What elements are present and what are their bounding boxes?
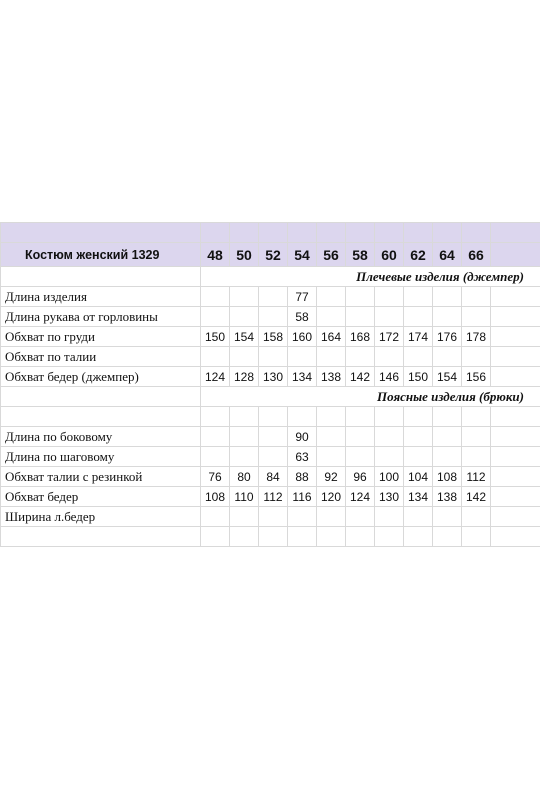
measurement-value[interactable]: [230, 527, 259, 547]
measurement-value[interactable]: [462, 307, 491, 327]
measurement-value[interactable]: [317, 507, 346, 527]
table-row: [1, 307, 540, 327]
size-header-cell[interactable]: 60: [375, 243, 404, 267]
measurement-value[interactable]: [404, 307, 433, 327]
measurement-value[interactable]: [346, 507, 375, 527]
measurement-value[interactable]: 112: [259, 487, 288, 507]
measurement-value[interactable]: [404, 407, 433, 427]
measurement-value[interactable]: [317, 347, 346, 367]
measurement-value[interactable]: 142: [462, 487, 491, 507]
table-row: [1, 287, 540, 307]
size-header-cell[interactable]: 54: [288, 243, 317, 267]
empty-cell[interactable]: [491, 327, 540, 347]
measurement-value[interactable]: [259, 427, 288, 447]
measurement-value[interactable]: [462, 287, 491, 307]
measurement-value[interactable]: [433, 307, 462, 327]
measurement-label[interactable]: Обхват бедер (джемпер): [1, 367, 201, 387]
measurement-label[interactable]: Обхват талии с резинкой: [1, 467, 201, 487]
header-spacer-cell[interactable]: [230, 223, 259, 243]
table-row: [1, 507, 540, 527]
measurement-value[interactable]: [375, 447, 404, 467]
measurement-value[interactable]: 172: [375, 327, 404, 347]
measurement-value[interactable]: 84: [259, 467, 288, 487]
measurement-value[interactable]: [375, 287, 404, 307]
section-heading[interactable]: Поясные изделия (брюки): [201, 387, 540, 407]
measurement-value[interactable]: [346, 527, 375, 547]
table-row: [1, 447, 540, 467]
measurement-value[interactable]: [375, 347, 404, 367]
measurement-value[interactable]: 160: [288, 327, 317, 347]
measurement-value[interactable]: 168: [346, 327, 375, 347]
measurement-value[interactable]: [201, 527, 230, 547]
measurement-value[interactable]: [230, 427, 259, 447]
measurement-value[interactable]: 158: [259, 327, 288, 347]
measurement-value[interactable]: [433, 527, 462, 547]
measurement-value[interactable]: 77: [288, 287, 317, 307]
measurement-value[interactable]: [230, 287, 259, 307]
section-empty-cell[interactable]: [1, 267, 201, 287]
empty-cell[interactable]: [491, 287, 540, 307]
measurement-value[interactable]: [346, 427, 375, 447]
measurement-value[interactable]: [317, 307, 346, 327]
measurement-label[interactable]: Обхват по груди: [1, 327, 201, 347]
section-heading-row: [1, 387, 540, 407]
measurement-value[interactable]: [288, 347, 317, 367]
size-chart-table: [0, 222, 540, 547]
measurement-value[interactable]: [230, 447, 259, 467]
header-spacer-cell[interactable]: [201, 223, 230, 243]
measurement-value[interactable]: [288, 527, 317, 547]
measurement-value[interactable]: 156: [462, 367, 491, 387]
measurement-value[interactable]: [317, 527, 346, 547]
header-spacer-cell[interactable]: [462, 223, 491, 243]
measurement-value[interactable]: 146: [375, 367, 404, 387]
size-header-cell[interactable]: 66: [462, 243, 491, 267]
measurement-label[interactable]: Длина по боковому: [1, 427, 201, 447]
empty-cell[interactable]: [491, 447, 540, 467]
measurement-value[interactable]: [462, 447, 491, 467]
measurement-value[interactable]: 63: [288, 447, 317, 467]
header-spacer-cell[interactable]: [433, 223, 462, 243]
table-row: [1, 427, 540, 447]
measurement-value[interactable]: 88: [288, 467, 317, 487]
size-header-cell[interactable]: 62: [404, 243, 433, 267]
empty-cell[interactable]: [491, 407, 540, 427]
measurement-label[interactable]: Обхват по талии: [1, 347, 201, 367]
measurement-value[interactable]: [201, 447, 230, 467]
size-chart-sheet: [0, 222, 540, 565]
measurement-value[interactable]: [201, 287, 230, 307]
table-row: [1, 467, 540, 487]
measurement-value[interactable]: [462, 407, 491, 427]
empty-cell[interactable]: [491, 467, 540, 487]
section-heading-row: [1, 267, 540, 287]
measurement-label[interactable]: [1, 527, 201, 547]
measurement-label[interactable]: Ширина л.бедер: [1, 507, 201, 527]
measurement-value[interactable]: 76: [201, 467, 230, 487]
measurement-value[interactable]: [201, 507, 230, 527]
measurement-value[interactable]: 134: [288, 367, 317, 387]
measurement-value[interactable]: [375, 527, 404, 547]
empty-cell[interactable]: [491, 427, 540, 447]
size-header-cell[interactable]: 56: [317, 243, 346, 267]
empty-cell[interactable]: [491, 527, 540, 547]
measurement-value[interactable]: 154: [230, 327, 259, 347]
measurement-value[interactable]: 138: [433, 487, 462, 507]
measurement-value[interactable]: [288, 407, 317, 427]
measurement-value[interactable]: [433, 287, 462, 307]
measurement-value[interactable]: [346, 347, 375, 367]
table-row: [1, 347, 540, 367]
measurement-value[interactable]: 108: [433, 467, 462, 487]
measurement-value[interactable]: 96: [346, 467, 375, 487]
measurement-value[interactable]: [259, 307, 288, 327]
table-row: [1, 367, 540, 387]
measurement-value[interactable]: [433, 407, 462, 427]
measurement-value[interactable]: 116: [288, 487, 317, 507]
measurement-value[interactable]: [375, 507, 404, 527]
measurement-value[interactable]: [346, 407, 375, 427]
measurement-value[interactable]: [259, 287, 288, 307]
measurement-value[interactable]: [462, 347, 491, 367]
measurement-value[interactable]: 124: [201, 367, 230, 387]
measurement-value[interactable]: 174: [404, 327, 433, 347]
measurement-value[interactable]: 130: [375, 487, 404, 507]
measurement-label[interactable]: Длина изделия: [1, 287, 201, 307]
measurement-value[interactable]: 164: [317, 327, 346, 347]
measurement-value[interactable]: 142: [346, 367, 375, 387]
measurement-value[interactable]: [201, 407, 230, 427]
empty-cell[interactable]: [491, 367, 540, 387]
measurement-value[interactable]: 92: [317, 467, 346, 487]
measurement-label[interactable]: Длина рукава от горловины: [1, 307, 201, 327]
header-spacer-cell[interactable]: [317, 223, 346, 243]
empty-cell[interactable]: [491, 347, 540, 367]
measurement-value[interactable]: [230, 407, 259, 427]
measurement-value[interactable]: [317, 407, 346, 427]
measurement-value[interactable]: [346, 447, 375, 467]
measurement-value[interactable]: 104: [404, 467, 433, 487]
size-header-cell[interactable]: 52: [259, 243, 288, 267]
measurement-value[interactable]: 110: [230, 487, 259, 507]
measurement-value[interactable]: [201, 427, 230, 447]
measurement-value[interactable]: [288, 507, 317, 527]
measurement-value[interactable]: 120: [317, 487, 346, 507]
header-spacer-cell[interactable]: [375, 223, 404, 243]
measurement-value[interactable]: 130: [259, 367, 288, 387]
measurement-value[interactable]: [404, 507, 433, 527]
measurement-value[interactable]: [375, 427, 404, 447]
measurement-value[interactable]: 124: [346, 487, 375, 507]
measurement-value[interactable]: 150: [404, 367, 433, 387]
measurement-label[interactable]: Обхват бедер: [1, 487, 201, 507]
measurement-label[interactable]: Длина по шаговому: [1, 447, 201, 467]
size-header-cell[interactable]: 50: [230, 243, 259, 267]
measurement-value[interactable]: [317, 427, 346, 447]
measurement-value[interactable]: 176: [433, 327, 462, 347]
header-row: [1, 243, 540, 267]
measurement-value[interactable]: 100: [375, 467, 404, 487]
measurement-value[interactable]: [230, 347, 259, 367]
size-header-cell[interactable]: 58: [346, 243, 375, 267]
measurement-value[interactable]: [259, 347, 288, 367]
measurement-value[interactable]: 58: [288, 307, 317, 327]
size-header-cell[interactable]: 48: [201, 243, 230, 267]
measurement-value[interactable]: 108: [201, 487, 230, 507]
table-row: [1, 487, 540, 507]
measurement-value[interactable]: [404, 427, 433, 447]
header-spacer-cell[interactable]: [491, 223, 540, 243]
measurement-value[interactable]: [346, 307, 375, 327]
table-row: [1, 527, 540, 547]
table-row: [1, 407, 540, 427]
measurement-value[interactable]: [259, 507, 288, 527]
measurement-value[interactable]: [404, 447, 433, 467]
measurement-value[interactable]: [404, 347, 433, 367]
measurement-value[interactable]: 154: [433, 367, 462, 387]
section-empty-cell[interactable]: [1, 387, 201, 407]
measurement-value[interactable]: 178: [462, 327, 491, 347]
section-heading[interactable]: Плечевые изделия (джемпер): [201, 267, 540, 287]
measurement-value[interactable]: [259, 407, 288, 427]
measurement-value[interactable]: [201, 307, 230, 327]
table-row: [1, 327, 540, 347]
measurement-label[interactable]: [1, 407, 201, 427]
measurement-value[interactable]: [346, 287, 375, 307]
measurement-value[interactable]: 134: [404, 487, 433, 507]
measurement-value[interactable]: [462, 427, 491, 447]
measurement-value[interactable]: [259, 527, 288, 547]
header-spacer-row: [1, 223, 540, 243]
measurement-value[interactable]: 80: [230, 467, 259, 487]
empty-cell[interactable]: [491, 487, 540, 507]
header-spacer-cell[interactable]: [404, 223, 433, 243]
measurement-value[interactable]: 128: [230, 367, 259, 387]
measurement-value[interactable]: [317, 447, 346, 467]
header-spacer-cell[interactable]: [1, 223, 201, 243]
header-spacer-cell[interactable]: [346, 223, 375, 243]
size-header-cell[interactable]: 64: [433, 243, 462, 267]
measurement-value[interactable]: 90: [288, 427, 317, 447]
measurement-value[interactable]: [433, 347, 462, 367]
measurement-value[interactable]: [375, 407, 404, 427]
measurement-value[interactable]: [230, 307, 259, 327]
measurement-value[interactable]: [433, 507, 462, 527]
product-title[interactable]: Костюм женский 1329: [1, 243, 201, 267]
measurement-value[interactable]: 112: [462, 467, 491, 487]
measurement-value[interactable]: 150: [201, 327, 230, 347]
measurement-value[interactable]: [433, 427, 462, 447]
measurement-value[interactable]: [259, 447, 288, 467]
empty-cell[interactable]: [491, 307, 540, 327]
measurement-value[interactable]: [230, 507, 259, 527]
measurement-value[interactable]: [201, 347, 230, 367]
measurement-value[interactable]: [433, 447, 462, 467]
empty-header-cell[interactable]: [491, 243, 540, 267]
measurement-value[interactable]: [404, 527, 433, 547]
header-spacer-cell[interactable]: [259, 223, 288, 243]
empty-cell[interactable]: [491, 507, 540, 527]
measurement-value[interactable]: [462, 507, 491, 527]
measurement-value[interactable]: [404, 287, 433, 307]
header-spacer-cell[interactable]: [288, 223, 317, 243]
measurement-value[interactable]: 138: [317, 367, 346, 387]
measurement-value[interactable]: [462, 527, 491, 547]
measurement-value[interactable]: [317, 287, 346, 307]
measurement-value[interactable]: [375, 307, 404, 327]
